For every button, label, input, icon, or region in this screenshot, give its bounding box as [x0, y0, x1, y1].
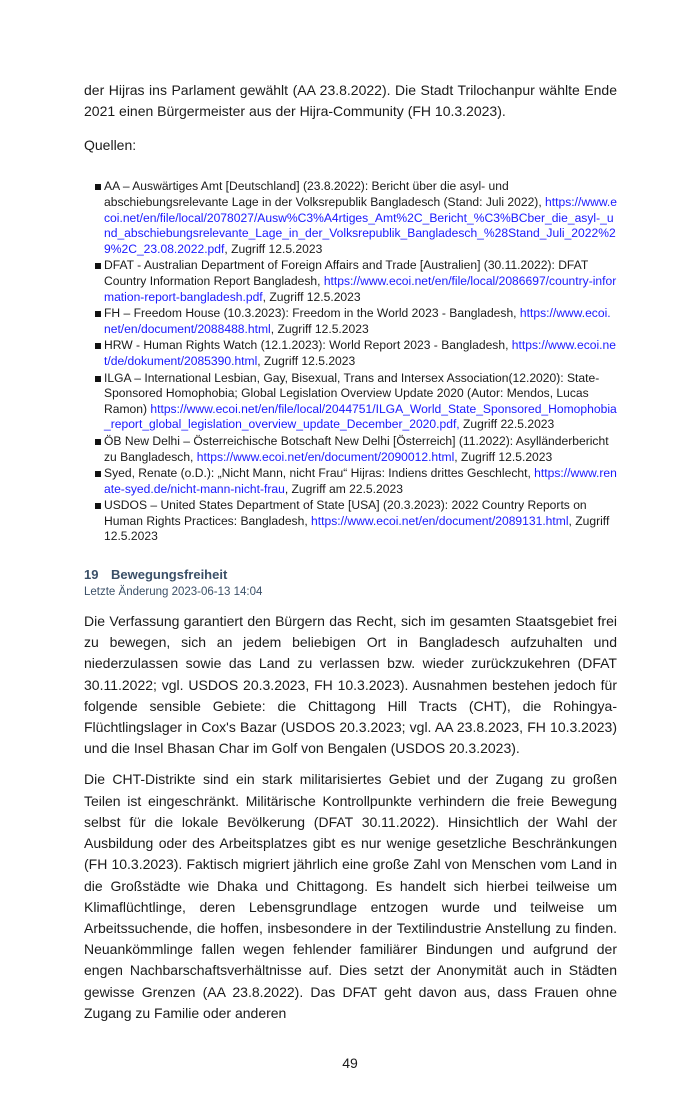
bullet-icon [95, 376, 101, 382]
bullet-icon [95, 343, 101, 349]
intro-paragraph: der Hijras ins Parlament gewählt (AA 23.8.2022). Die Stadt Trilochanpur wählte Ende 2021 einen Bürgermeister aus der Hijra-Community (FH 10.3.2023). [84, 82, 617, 120]
page-number: 49 [342, 1054, 358, 1071]
section-paragraph: Die CHT-Distrikte sind ein stark militarisiertes Gebiet und der Zugang zu großen Teilen ist eingeschränkt. Militärische Kontrollpunkte verhindern die freie Bewegung selbst für die lokale Bevölkerung (DFAT 30.11.2022). Hinsichtlich der Wahl der Ausbildung oder des Arbeitsplatzes gibt es nur wenige gesetzliche Beschränkungen (FH 10.3.2023). Faktisch migriert jährlich eine große Zahl von Menschen vom Land in die Großstädte wie Dhaka und Chittagong. Es handelt sich hierbei teilweise um Klimaflüchtlinge, deren Lebensgrundlage entzogen wurde und teilweise um Arbeitssuchende, die hoffen, insbesondere in der Textilindustrie Anstellung zu finden. Neuankömmlinge fallen wegen fehlender familiärer Bindungen und aufgrund der engen Nachbarschaftsverhältnisse auf. Dies setzt der Anonymität auch in Städten gewisse Grenzen (AA 23.8.2022). Das DFAT geht davon aus, dass Frauen ohne Zugang zu Familie oder anderen [84, 771, 617, 1021]
source-item: Syed, Renate (o.D.): „Nicht Mann, nicht Frau“ Hijras: Indiens drittes Geschlecht, https://www.renate-syed.de/nicht-mann-nicht-frau, Zugriff am 22.5.2023 [96, 466, 617, 497]
bullet-icon [95, 439, 101, 445]
section-number: 19 [84, 567, 99, 583]
source-item: AA – Auswärtiges Amt [Deutschland] (23.8.2022): Bericht über die asyl- und abschiebungsrelevante Lage in der Volksrepublik Bangladesch (Stand: Juli 2022), https://www.ecoi.net/en/file/local/2078027/Ausw%C3%A4rtiges_Amt%2C_Bericht_%C3%BCber_die_asyl-_und_abschiebungsrelevante_Lage_in_der_Volksrepublik_Bangladesch_%28Stand_Juli_2022%29%2C_23.08.2022.pdf, Zugriff 12.5.2023 [96, 179, 617, 257]
source-link[interactable]: https://www.ecoi.net/en/document/2088488.html [104, 306, 611, 336]
sources-list [84, 179, 617, 545]
page-content [84, 0, 617, 1024]
source-item: FH – Freedom House (10.3.2023): Freedom in the World 2023 - Bangladesh, https://www.ecoi.net/en/document/2088488.html, Zugriff 12.5.2023 [96, 306, 617, 337]
source-link[interactable]: https://www.renate-syed.de/nicht-mann-nicht-frau [104, 466, 617, 496]
bullet-icon [95, 311, 101, 317]
source-item: ILGA – International Lesbian, Gay, Bisexual, Trans and Intersex Association(12.2020): State-Sponsored Homophobia; Global Legislation Overview Update 2020 (Autor: Mendos, Lucas Ramon) https://www.ecoi.net/en/file/local/2044751/ILGA_World_State_Sponsored_Homophobia_report_global_legislation_overview_update_December_2020.pdf, Zugriff 22.5.2023 [96, 371, 617, 433]
last-change: Letzte Änderung 2023-06-13 14:04 [84, 586, 263, 599]
source-link[interactable]: https://www.ecoi.net/en/document/2090012.html [196, 449, 455, 464]
bullet-icon [95, 263, 101, 269]
source-link[interactable]: https://www.ecoi.net/en/file/local/2086697/country-information-report-bangladesh.pdf [104, 273, 617, 304]
section-paragraph: Die Verfassung garantiert den Bürgern das Recht, sich im gesamten Staatsgebiet frei zu bewegen, sich an jedem beliebigen Ort in Bangladesch aufzuhalten und niederzulassen sowie das Land zu verlassen bzw. wieder zurückzukehren (DFAT 30.11.2022; vgl. USDOS 20.3.2023, FH 10.3.2023). Ausnahmen bestehen jedoch für folgende sensible Gebiete: die Chittagong Hill Tracts (CHT), die Rohingya-Flüchtlingslager in Cox's Bazar (USDOS 20.3.2023; vgl. AA 23.8.2023, FH 10.3.2023) und die Insel Bhasan Char im Golf von Bengalen (USDOS 20.3.2023). [84, 613, 617, 757]
section-heading [84, 567, 617, 582]
sources-label: Quellen: [84, 137, 137, 154]
bullet-icon [95, 184, 101, 190]
source-link[interactable]: https://www.ecoi.net/de/dokument/2085390.html [104, 338, 616, 368]
source-link[interactable]: https://www.ecoi.net/en/file/local/2044751/ILGA_World_State_Sponsored_Homophobia_report_global_legislation_overview_update_December_2020.pdf, [104, 401, 617, 432]
bullet-icon [95, 471, 101, 477]
section-title: Bewegungsfreiheit [111, 567, 228, 583]
source-item: USDOS – United States Department of State [USA] (20.3.2023): 2022 Country Reports on Human Rights Practices: Bangladesh, https://www.ecoi.net/en/document/2089131.html, Zugriff 12.5.2023 [96, 498, 617, 545]
source-item: ÖB New Delhi – Österreichische Botschaft New Delhi [Österreich] (11.2022): Asylländerbericht zu Bangladesch, https://www.ecoi.net/en/document/2090012.html, Zugriff 12.5.2023 [96, 434, 617, 465]
source-link[interactable]: https://www.ecoi.net/en/file/local/2078027/Ausw%C3%A4rtiges_Amt%2C_Bericht_%C3%BCber_die_asyl-_und_abschiebungsrelevante_Lage_in_der_Volksrepublik_Bangladesch_%28Stand_Juli_2022%29%2C_23.08.2022.pdf [104, 195, 617, 256]
source-item: HRW - Human Rights Watch (12.1.2023): World Report 2023 - Bangladesh, https://www.ecoi.net/de/dokument/2085390.html, Zugriff 12.5.2023 [96, 338, 617, 369]
source-item: DFAT - Australian Department of Foreign Affairs and Trade [Australien] (30.11.2022): DFAT Country Information Report Bangladesh, https://www.ecoi.net/en/file/local/2086697/country-information-report-bangladesh.pdf, Zugriff 12.5.2023 [96, 258, 617, 305]
bullet-icon [95, 503, 101, 509]
source-link[interactable]: https://www.ecoi.net/en/document/2089131.html [311, 513, 569, 528]
